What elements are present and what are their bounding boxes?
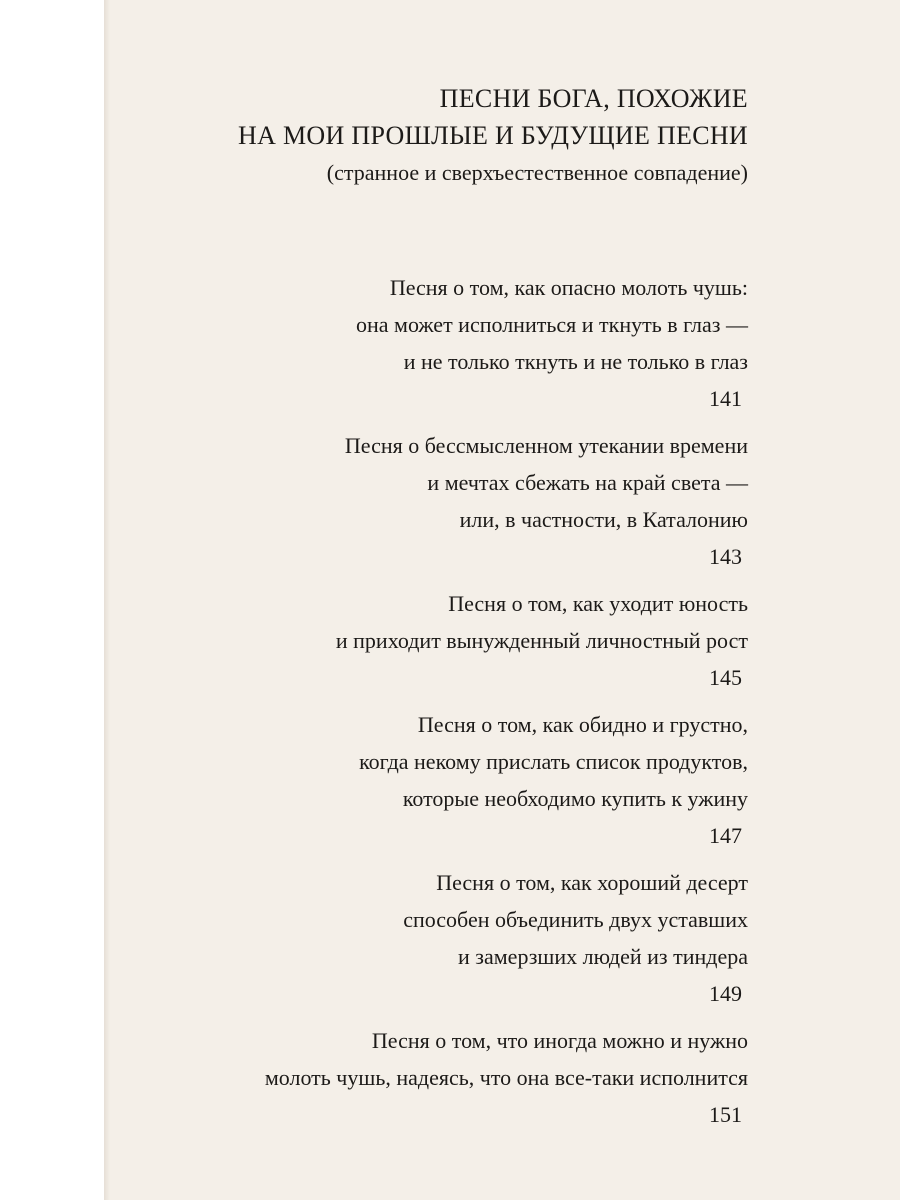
toc-entry-line: она может исполниться и ткнуть в глаз — xyxy=(355,312,748,337)
toc-entry-line: Песня о том, как обидно и грустно, xyxy=(417,712,748,737)
toc-entry-line: Песня о том, как уходит юность xyxy=(448,591,748,616)
section-subtitle: (странное и сверхъестественное совпадение) xyxy=(326,160,748,185)
toc-entry-line: Песня о том, что иногда можно и нужно xyxy=(371,1028,748,1053)
section-title xyxy=(140,80,748,154)
toc-page-number: 143 xyxy=(709,544,742,569)
toc-entry-line: и приходит вынужденный личностный рост xyxy=(335,628,748,653)
toc-entry xyxy=(140,706,748,854)
toc-entry-line: и не только ткнуть и не только в глаз xyxy=(403,349,748,374)
toc-entry xyxy=(140,585,748,696)
toc-entry xyxy=(140,269,748,417)
toc-entry-line: которые необходимо купить к ужину xyxy=(402,786,748,811)
toc-entry-line: когда некому прислать список продуктов, xyxy=(359,749,748,774)
toc-entry xyxy=(140,864,748,1012)
toc-page-number: 141 xyxy=(709,386,742,411)
toc-entry-line: или, в частности, в Каталонию xyxy=(459,507,748,532)
toc-entry xyxy=(140,427,748,575)
toc-entry-line: Песня о том, как опасно молоть чушь: xyxy=(389,275,748,300)
toc-page-number: 145 xyxy=(709,665,742,690)
toc-page-number: 151 xyxy=(709,1102,742,1127)
section-title-line-1: ПЕСНИ БОГА, ПОХОЖИЕ xyxy=(439,84,748,113)
toc-entry-line: способен объединить двух уставших xyxy=(403,907,748,932)
toc-entry-line: и мечтах сбежать на край света — xyxy=(427,470,748,495)
toc-entry-line: молоть чушь, надеясь, что она все-таки исполнится xyxy=(264,1065,748,1090)
toc-entries xyxy=(140,269,748,1133)
table-of-contents xyxy=(140,80,748,1143)
toc-page-number: 147 xyxy=(709,823,742,848)
section-title-line-2: НА МОИ ПРОШЛЫЕ И БУДУЩИЕ ПЕСНИ xyxy=(238,121,748,150)
page-edge-shadow xyxy=(104,0,110,1200)
toc-entry-line: Песня о бессмысленном утекании времени xyxy=(344,433,748,458)
toc-page-number: 149 xyxy=(709,981,742,1006)
toc-entry xyxy=(140,1022,748,1133)
toc-entry-line: Песня о том, как хороший десерт xyxy=(436,870,748,895)
toc-entry-line: и замерзших людей из тиндера xyxy=(458,944,748,969)
